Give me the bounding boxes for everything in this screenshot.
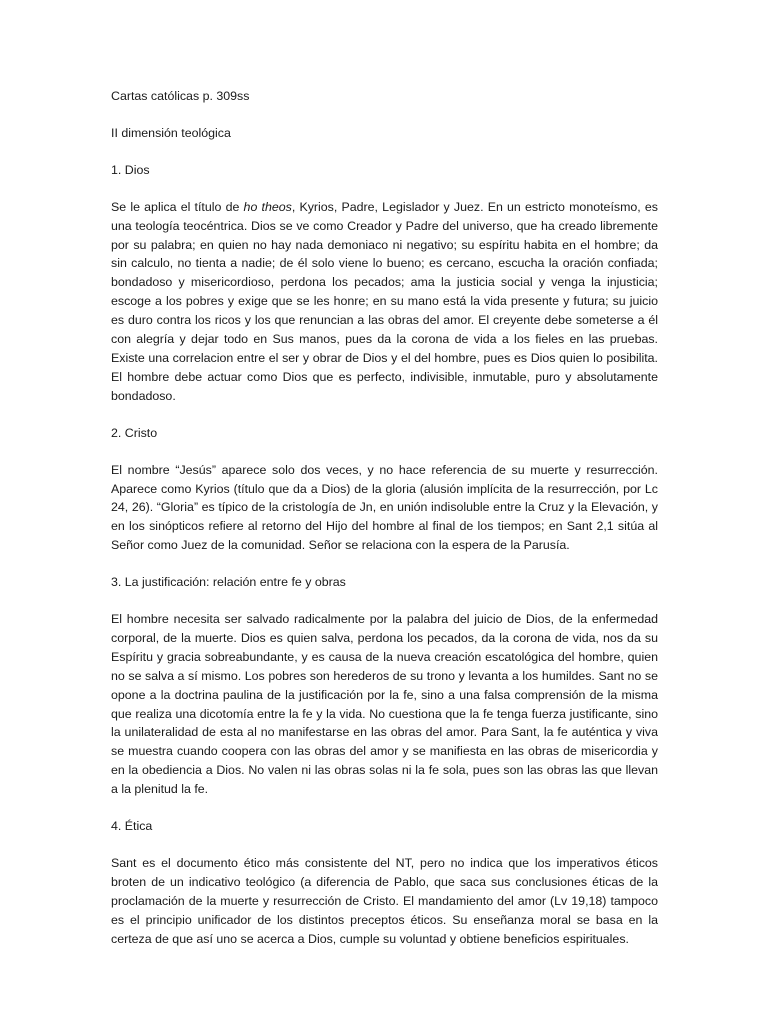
- paragraph-dios-start: Se le aplica el título de: [111, 199, 244, 214]
- paragraph-dios-italic: ho theos: [243, 199, 292, 214]
- heading-etica: 4. Ética: [111, 819, 153, 834]
- paragraph-dios-rest: , Kyrios, Padre, Legislador y Juez. En un estricto monoteísmo, es una teología teocéntrica. Dios se ve como Creador y Padre del universo, que ha creado libremente por su palabra; en quien no hay nada demoniaco ni negativo; su espíritu habita en el hombre; da sin calculo, no tienta a nadie; de él solo viene lo bueno; es cercano, escucha la oración confiada; bondadoso y misericordioso, perdona los pecados; ama la justicia social y venga la injusticia; escoge a los pobres y exige que se les honre; en su mano está la vida presente y futura; su juicio es duro contra los ricos y los que renuncian a las obras del amor. El creyente debe someterse a él con alegría y dejar todo en Sus manos, pues da la corona de vida a los fieles en las pruebas. Existe una correlacion entre el ser y obrar de Dios y el del hombre, pues es Dios quien lo posibilita. El hombre debe actuar como Dios que es perfecto, indivisible, inmutable, puro y absolutamente bondadoso.: [111, 199, 658, 403]
- document-page: [111, 87, 658, 967]
- paragraph-justificacion: El hombre necesita ser salvado radicalmente por la palabra del juicio de Dios, de la enfermedad corporal, de la muerte. Dios es quien salva, perdona los pecados, da la corona de vida, nos da su Espíritu y gracia sobreabundante, y es causa de la nueva creación escatológica del hombre, quien no se salva a sí mismo. Los pobres son herederos de su trono y levanta a los humildes. Sant no se opone a la doctrina paulina de la justificación por la fe, sino a una falsa comprensión de la misma que realiza una dicotomía entre la fe y la vida. No cuestiona que la fe tenga fuerza justificante, sino la unilateralidad de esta al no manifestarse en las obras del amor. Para Sant, la fe auténtica y viva se muestra cuando coopera con las obras del amor y se manifiesta en las obras de misericordia y en la obediencia a Dios. No valen ni las obras solas ni la fe sola, pues son las obras las que llevan a la plenitud la fe.: [111, 612, 658, 797]
- paragraph-dios: [111, 198, 658, 406]
- heading-dios: 1. Dios: [111, 162, 150, 177]
- paragraph-cristo: El nombre “Jesús” aparece solo dos veces, y no hace referencia de su muerte y resurrección. Aparece como Kyrios (título que da a Dios) de la gloria (alusión implícita de la resurrección, por Lc 24, 26). “Gloria” es típico de la cristología de Jn, en unión indisoluble entre la Cruz y la Elevación, y en los sinópticos refiere al retorno del Hijo del hombre al final de los tiempos; en Sant 2,1 sitúa al Señor como Juez de la comunidad. Señor se relaciona con la espera de la Parusía.: [111, 462, 658, 553]
- section-title: II dimensión teológica: [111, 125, 231, 140]
- heading-cristo: 2. Cristo: [111, 425, 158, 440]
- paragraph-etica: Sant es el documento ético más consistente del NT, pero no indica que los imperativos éticos broten de un indicativo teológico (a diferencia de Pablo, que saca sus conclusiones éticas de la proclamación de la muerte y resurrección de Cristo. El mandamiento del amor (Lv 19,18) tampoco es el principio unificador de los distintos preceptos éticos. Su enseñanza moral se basa en la certeza de que así uno se acerca a Dios, cumple su voluntad y obtiene beneficios espirituales.: [111, 856, 658, 946]
- heading-justificacion: 3. La justificación: relación entre fe y obras: [111, 575, 346, 590]
- document-header-line: Cartas católicas p. 309ss: [111, 89, 250, 103]
